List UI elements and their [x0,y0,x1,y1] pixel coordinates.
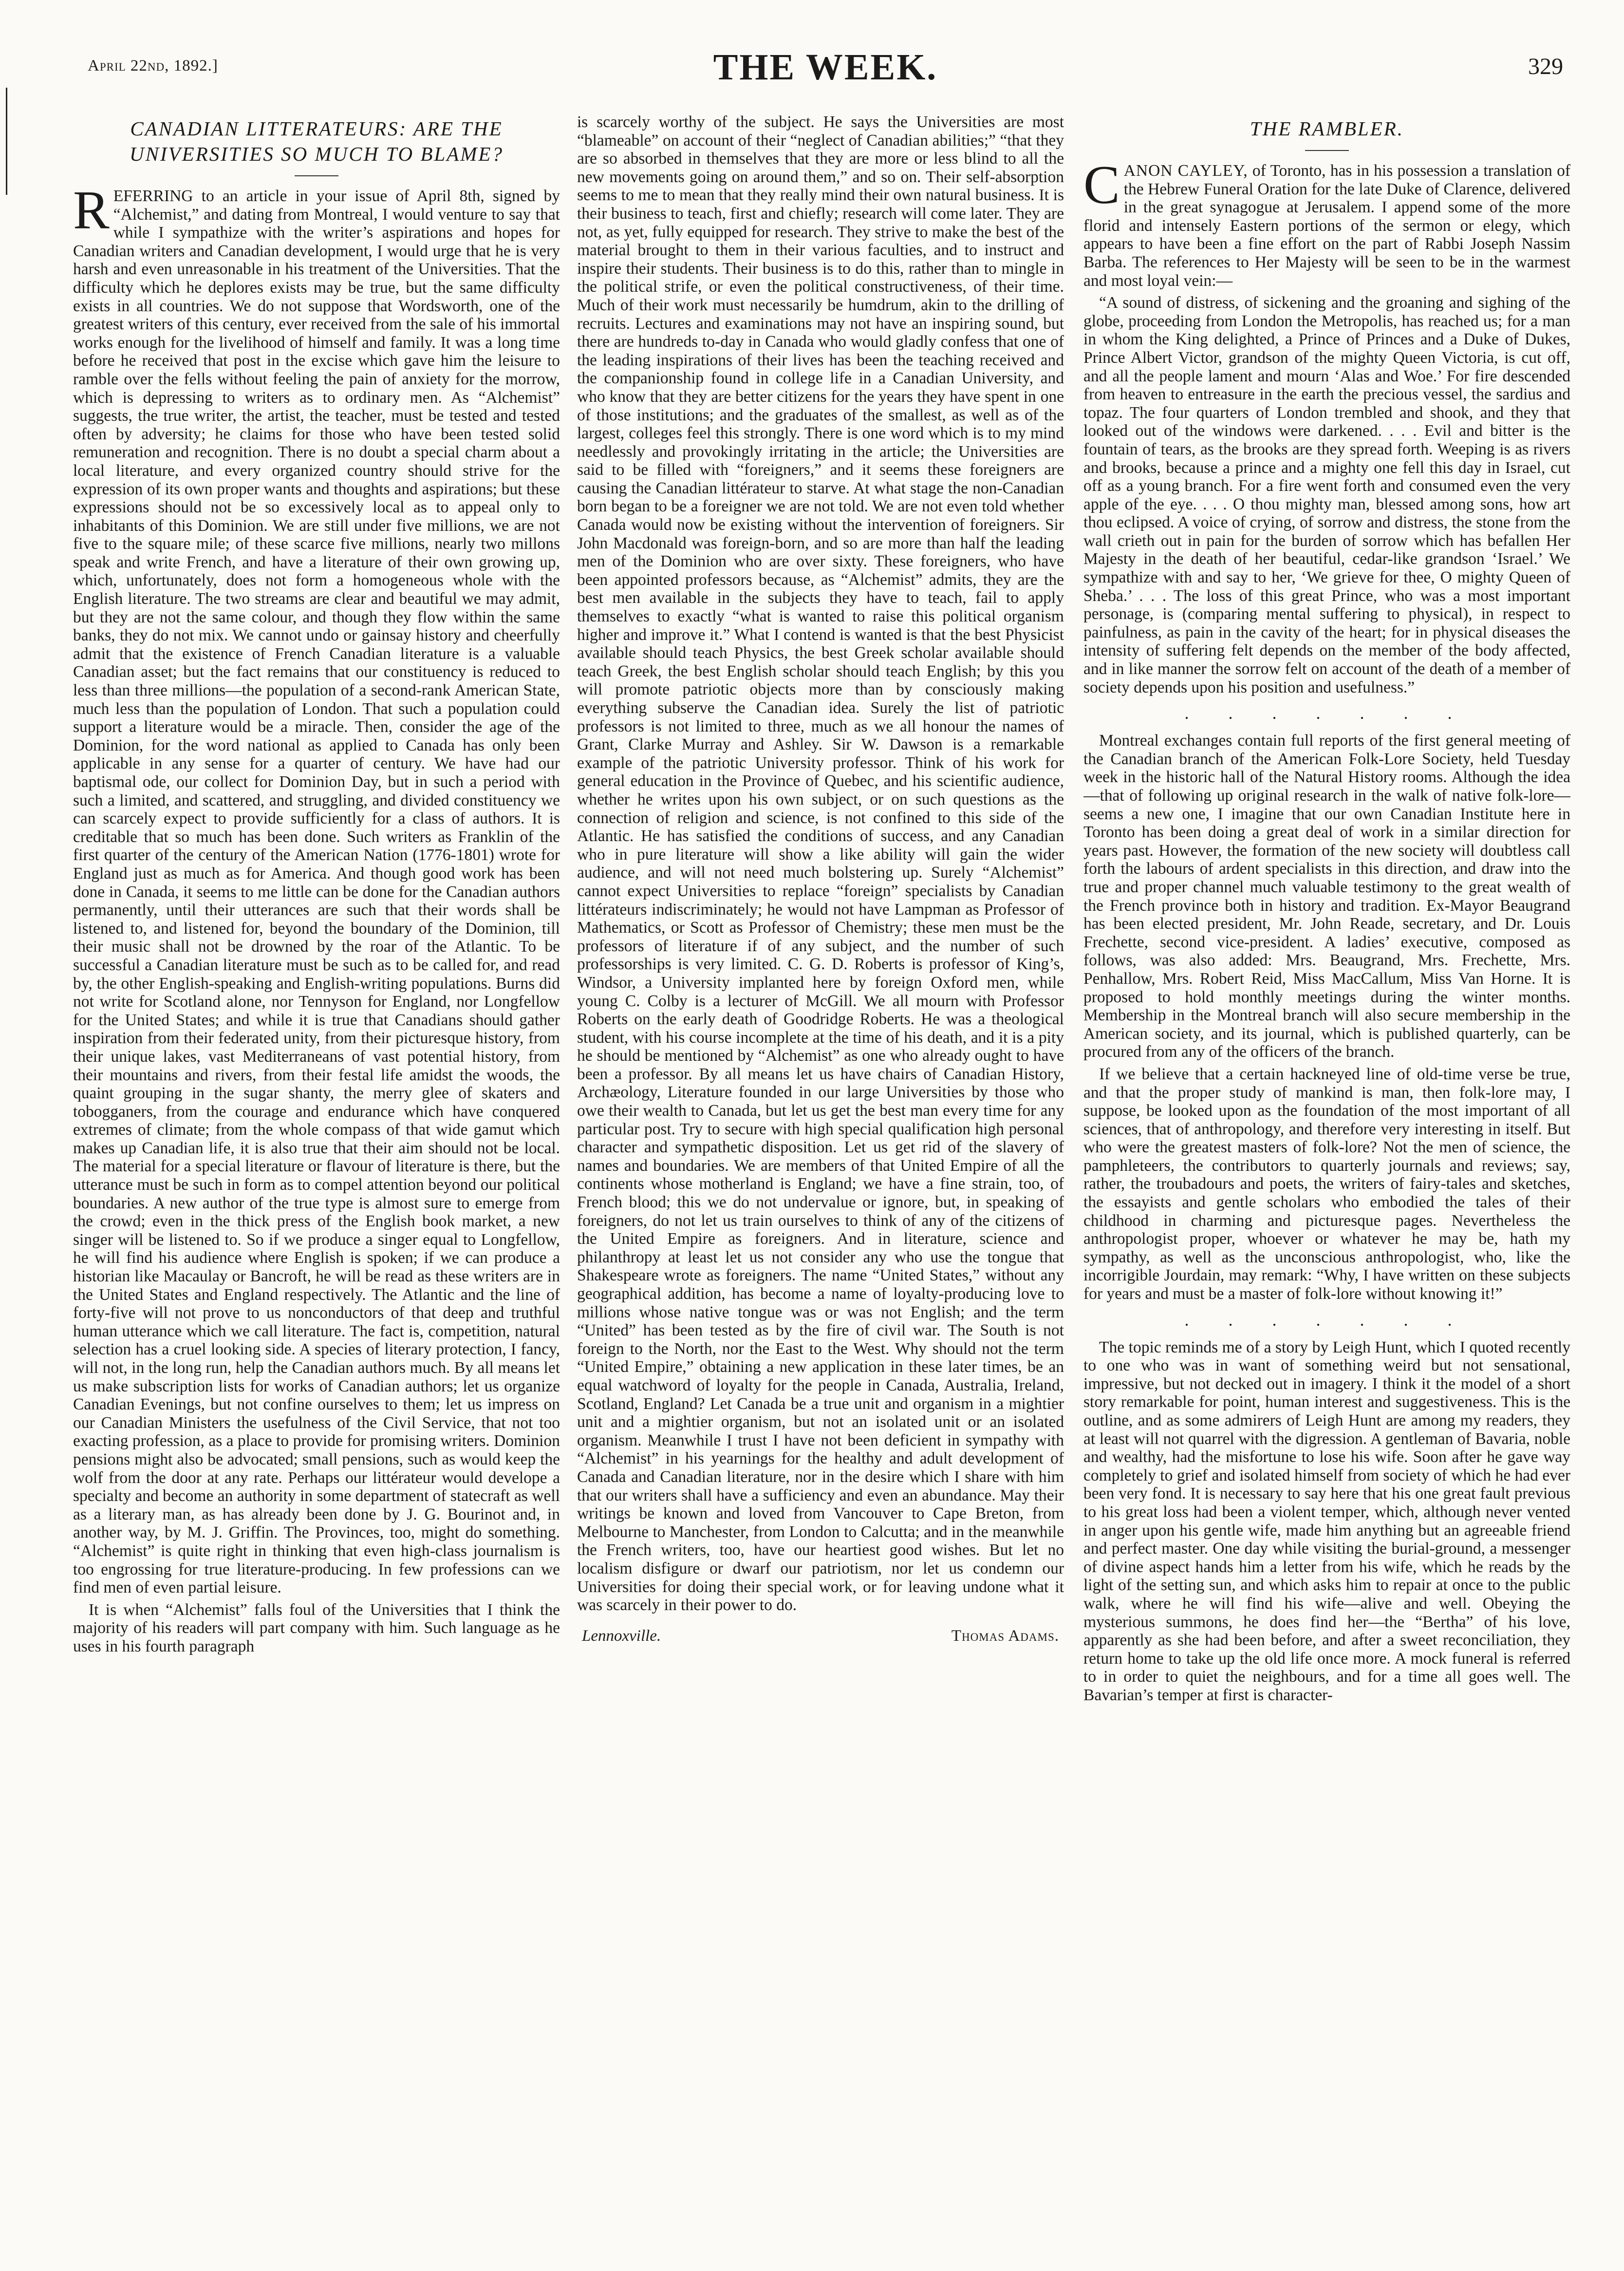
issue-date: April 22nd, 1892.] [88,57,218,75]
article-paragraph: The topic reminds me of a story by Leigh Hunt, which I quoted recently to one who was in want of something weird but not sensational, impressive, but not decked out in imagery. I think it the model of a short story remarkable for point, human interest and suggestiveness. This is the outline, and as some admirers of Leigh Hunt are among my readers, they at least will not quarrel with the digression. A gentleman of Bavaria, noble and wealthy, had the misfortune to lose his wife. Soon after he gave way completely to grief and isolated himself from society of which he had ever been very fond. It is necessary to say here that his one great fault previous to his great loss had been a violent temper, which, although never vented in anger upon his gentle wife, made him anything but an agreeable friend and perfect master. One day while visiting the burial-ground, a messenger of divine aspect hands him a letter from his wife, which he reads by the light of the setting sun, and which asks him to repair at once to the public walk, where he will find his wife—alive and well. Obeying the mysterious summons, he does find her—the “Bertha” of his love, apparently as she had been before, and after a sweet reconciliation, they return home to take up the old life once more. A mock funeral is referred to in order to quiet the neighbours, and for a time all goes well. The Bavarian’s temper at first is character- [1083,1338,1570,1704]
article-signature [577,1627,1064,1645]
drop-cap: C [1083,155,1120,215]
lead-word: ANON CAYLEY, [1123,162,1248,180]
column-1 [73,113,560,2256]
binding-edge [6,88,7,195]
signature-name: Thomas Adams. [951,1627,1059,1645]
article-paragraph: It is when “Alchemist” falls foul of the Universities that I think the majority of his readers will part company with him. Such language as he uses in his fourth paragraph [73,1600,560,1655]
title-rule [1305,150,1349,151]
column-3 [1083,113,1570,2256]
article-paragraph [1083,155,1570,290]
article-paragraph [73,180,560,1597]
article-paragraph: is scarcely worthy of the subject. He says the Universities are most “blameable” on account of their “neglect of Canadian abilities;” “that they are so absorbed in themselves that they are more or less blind to all the new movements going on around them,” and so on. Their self-absorption seems to me to mean that they really mind their own natural business. It is their business to teach, first and chiefly; research will come later. They are not, as yet, fully equipped for research. They strive to make the best of the material brought to them in their various faculties, and to instruct and inspire their students. Their business is to do this, rather than to mingle in the political strife, or even the political constructiveness, of their time. Much of their work must necessarily be humdrum, akin to the drilling of recruits. Lectures and examinations may not have an inspiring sound, but there are hundreds to-day in Canada who would gladly confess that one of the leading inspirations of their lives has been the teaching received and the companionship found in college life in a Canadian University, and who know that they are better citizens for the years they have spent in one of those institutions; and the graduates of the smallest, as well as of the largest, colleges feel this strongly. There is one word which is to my mind needlessly and provokingly irritating in the article; the Universities are said to be filled with “foreigners,” and it seems these foreigners are causing the Canadian littérateur to starve. At what stage the non-Canadian born began to be a foreigner we are not told. We are not even told whether Canada would now be existing without the intervention of foreigners. Sir John Macdonald was foreign-born, and so are more than half the leading men of the Dominion who are over sixty. These foreigners, who have been appointed professors because, as “Alchemist” admits, they are the best men available in the subjects they have to teach, fail to apply themselves to exactly “what is wanted to raise this political organism higher and improve it.” What I contend is wanted is that the best Physicist available should teach Physics, the best Greek scholar available should teach Greek, the best English scholar should teach English; by this you will promote patriotic objects more than by consciously making everything subserve the Canadian idea. Surely the list of patriotic professors is not limited to three, much as we all honour the names of Grant, Clarke Murray and Ashley. Sir W. Dawson is a remarkable example of the patriotic University professor. Think of his work for general education in the Province of Quebec, and his scientific audience, whether he writes upon his own subject, or on such questions as the connection of religion and science, is not confined to this side of the Atlantic. He has satisfied the conditions of success, and any Canadian who in pure literature will show a like ability will gain the wider audience, and will not need much bolstering up. Surely “Alchemist” cannot expect Universities to replace “foreign” specialists by Canadian littérateurs indiscriminately; he would not have Lampman as Professor of Mathematics, or Scott as Professor of Chemistry; these men must be the professors of literature if of any subject, and the number of such professorships is very limited. C. G. D. Roberts is professor of King’s, Windsor, a University implanted here by foreign Oxford men, while young C. Colby is a lecturer of McGill. We all mourn with Professor Roberts on the early death of Goodridge Roberts. He was a theological student, with his course incomplete at the time of his death, and it is a pity he should be mentioned by “Alchemist” as one who already ought to have been a professor. By all means let us have chairs of Canadian History, Archæology, Literature founded in our large Universities by those who owe their wealth to Canada, but let us get the best man every time for any particular post. Try to secure with high special qualification high personal character and sympathetic disposition. Let us get rid of the slavery of names and boundaries. We are members of that United Empire of all the continents whose motherland is England; we have a fine strain, too, of French blood; this we do not undervalue or ignore, but, in speaking of foreigners, do not let us train ourselves to think of any of the citizens of the United Empire as foreigners. And in literature, science and philanthropy at least let us not consider any who use the tongue that Shakespeare wrote as foreigners. The name “United States,” without any geographical addition, has become a name of loyalty-producing love to millions whose native tongue was or was not English; and the term “United” has been tested as by the fire of civil war. The South is not foreign to the North, nor the East to the West. Why should not the term “United Empire,” obtaining a new application in these later times, be an equal watchword of loyalty for the people in Canada, Australia, Ireland, Scotland, England? Let Canada be a true unit and organism in a mightier unit and a mightier organism, but not an isolated unit or an isolated organism. Meanwhile I trust I have not been deficient in sympathy with “Alchemist” in his yearnings for the healthy and adult development of Canada and Canadian literature, nor in the desire which I share with him that our writers shall have a sufficiency and even an abundance. May their writings be known and loved from Vancouver to Cape Breton, from Melbourne to Manchester, from London to Calcutta; and in the meanwhile the French writers, too, have our heartiest good wishes. But let no localism disfigure or dwarf our patriotism, nor let us condemn our Universities for doing their special work, or for leaving undone what it was scarcely in their power to do. [577,113,1064,1614]
section-separator: . . . . . . . [1184,703,1470,723]
page-number: 329 [1528,54,1563,79]
publication-title: THE WEEK. [713,47,938,88]
paragraph-text: EFERRING to an article in your issue of April 8th, signed by “Alchemist,” and dating from Montreal, I would venture to say that while I sympathize with the writer’s aspirations and hopes for Canadian writers and Canadian development, I would urge that he is very harsh and even unreasonable in his treatment of the Universities. That the difficulty which he deplores exists may be true, but the same difficulty exists in all countries. We do not suppose that Wordsworth, one of the greatest writers of this century, ever received from the sale of his immortal works enough for the livelihood of himself and family. It was a long time before he received that post in the excise which gave him the leisure to ramble over the fells without feeling the pain of anxiety for the morrow, which is depressing to writers as to ordinary men. As “Alchemist” suggests, the true writer, the artist, the teacher, must be tested and tested often by adversity; he claims for those who have been tested solid remuneration and recognition. There is no doubt a special charm about a local literature, and every organized country should strive for the expression of its own proper wants and thoughts and aspirations; but these expressions should not be so excessively local as to appeal only to inhabitants of this Dominion. We are still under five millions, we are not five to the square mile; of these scarce five millions, nearly two millons speak and write French, and have a literature of their own growing up, which, unfortunately, does not form a homogeneous whole with the English literature. The two streams are clear and beautiful we may admit, but they are not the same colour, and though they flow within the same banks, they do not mix. We cannot undo or gainsay history and cheerfully admit that the existence of French Canadian literature is a valuable Canadian asset; but the fact remains that our constituency is reduced to less than three millions—the population of a second-rank American State, much less than the population of London. That such a population could support a literature would be a miracle. Then, consider the age of the Dominion, for the word national as applied to Canada has only been applicable in any sense for a quarter of century. We have had our baptismal ode, our collect for Dominion Day, but in such a period with such a limited, and scattered, and struggling, and divided constituency we can scarcely expect to provide sufficiently for a class of authors. It is creditable that so much has been done. Such writers as Franklin of the first quarter of the century of the American Nation (1776-1801) wrote for England just as much as for America. And though good work has been done in Canada, it seems to me little can be done for the Canadian authors permanently, until their utterances are such that their words shall be listened to, and listened for, beyond the boundary of the Dominion, till their music shall not be drowned by the roar of the Atlantic. To be successful a Canadian literature must be such as to be called for, and read by, the other English-speaking and English-writing populations. Burns did not write for Scotland alone, nor Tennyson for England, nor Longfellow for the United States; and while it is true that Canadians should gather inspiration from their federated unity, from their picturesque history, from their unique lakes, vast Mediterraneans of vast potential history, from their mountains and rivers, from their festal life amidst the woods, the quaint grouping in the sugar shanty, the merry glee of skaters and tobogganers, from the courage and endurance which have conquered extremes of climate; from the whole compass of that wide gamut which makes up Canadian life, it is also true that their aim should not be local. The material for a special literature or flavour of literature is there, but the utterance must be such in form as to compel attention beyond our political boundaries. A new author of the true type is almost sure to emerge from the crowd; even in the thick press of the English book market, a new singer will be listened to. So if we produce a singer equal to Longfellow, he will find his audience where English is spoken; if we can produce a historian like Macaulay or Bancroft, he will be read as these writers are in the United States and England respectively. The Atlantic and the line of forty-five will not prove to us nonconductors of that deep and truthful human utterance which we call literature. The fact is, competition, natural selection has a cruel looking side. A species of literary protection, I fancy, will not, in the long run, help the Canadian authors much. By all means let us make subscription lists for works of Canadian authors; let us organize Canadian Evenings, but not confine ourselves to them; let us impress on our Canadian Ministers the usefulness of the Civil Service, that not too exacting profession, as a place to provide for promising writers. Dominion pensions might also be advocated; small pensions, such as would keep the wolf from the door at any rate. Perhaps our littérateur would develope a specialty and become an authority in some department of statecraft as well as a literary man, as has already been done by J. G. Bourinot and, in another way, by M. J. Griffin. The Provinces, too, might do something. “Alchemist” is quite right in thinking that even high-class journalism is too engrossing for true literature-producing. In few professions can we find men of even partial leisure. [73,187,560,1597]
page-header [88,46,1563,105]
article-title: CANADIAN LITTERATEURS: ARE THE UNIVERSITIES SO MUCH TO BLAME? [130,117,504,165]
title-rule [295,175,338,176]
quoted-oration: “A sound of distress, of sickening and the groaning and sighing of the globe, proceeding from London the Metropolis, has reached us; for a man in whom the King delighted, a Prince of Princes and a Duke of Dukes, Prince Albert Victor, grandson of the mighty Queen Victoria, is cut off, and all the people lament and mourn ‘Alas and Woe.’ For fire descended from heaven to entreasure in the earth the precious vessel, the sardius and topaz. The four quarters of London trembled and shook, and they that looked out of the windows were darkened. . . . Evil and bitter is the fountain of tears, as the brooks are they spread forth. Weeping is as rivers and brooks, because a prince and a mighty one fell this day in Israel, cut off as a young branch. For a fire went forth and consumed even the very apple of the eye. . . . O thou mighty man, blessed among sons, how art thou eclipsed. A voice of crying, of sorrow and distress, the stone from the wall crieth out in pain for the burden of sorrow which has befallen Her Majesty in the death of her beautiful, cedar-like grandson ‘Israel.’ We sympathize with and say to her, ‘We grieve for thee, O mighty Queen of Sheba.’ . . . The loss of this great Prince, who was a most important personage, is (comparing mental suffering to physical), in respect to painfulness, as pain in the cavity of the heart; for in physical diseases the intensity of suffering felt depends on the member of the body affected, and in like manner the sorrow felt on account of the death of a member of society depends upon his position and usefulness.” [1083,294,1570,696]
signature-place: Lennoxville. [582,1627,661,1645]
paragraph-text: of Toronto, has in his possession a translation of the Hebrew Funeral Oration for the late Duke of Clarence, delivered in the great synagogue at Jerusalem. I append some of the more florid and intensely Eastern portions of the sermon or elegy, which appears to have been a fine effort on the part of Rabbi Joseph Nassim Barba. The references to Her Majesty will be seen to be in the warmest and most loyal vein:— [1083,162,1570,290]
section-title: THE RAMBLER. [1250,117,1404,140]
column-2 [577,113,1064,2256]
drop-cap: R [73,180,110,241]
article-paragraph: Montreal exchanges contain full reports of the first general meeting of the Canadian branch of the American Folk-Lore Society, held Tuesday week in the historic hall of the Natural History rooms. Although the idea—that of following up original research in the walk of native folk-lore—seems a new one, I imagine that our own Canadian Institute here in Toronto has been doing a great deal of work in a similar direction for years past. However, the formation of the new society will doubtless call forth the labours of ardent specialists in this direction, and draw into the true and proper channel much valuable testimony to the great wealth of the French province both in history and tradition. Ex-Mayor Beaugrand has been elected president, Mr. John Reade, secretary, and Dr. Louis Frechette, second vice-president. A ladies’ executive, composed as follows, was also added: Mrs. Beaugrand, Mrs. Frechette, Mrs. Penhallow, Mrs. Robert Reid, Miss MacCallum, Miss Van Horne. It is proposed to hold monthly meetings during the winter months. Membership in the Montreal branch will also secure membership in the American society, and its journal, which is published quarterly, can be procured from any of the officers of the branch. [1083,732,1570,1061]
section-separator: . . . . . . . [1184,1310,1470,1330]
article-paragraph: If we believe that a certain hackneyed line of old-time verse be true, and that the proper study of mankind is man, then folk-lore may, I suppose, be looked upon as the foundation of the most important of all sciences, that of anthropology, and therefore very interesting in itself. But who were the greatest masters of folk-lore? Not the men of science, the pamphleteers, the contributors to quarterly journals and reviews; say, rather, the troubadours and poets, the writers of fairy-tales and sketches, the essayists and gentle scholars who embodied the tales of their childhood in charming and picturesque pages. Nevertheless the anthropologist proper, whoever or whatever he may be, hath my sympathy, as well as the unconscious anthropologist, who, like the incorrigible Jourdain, may remark: “Why, I have written on these subjects for years and must be a master of folk-lore without knowing it!” [1083,1065,1570,1303]
